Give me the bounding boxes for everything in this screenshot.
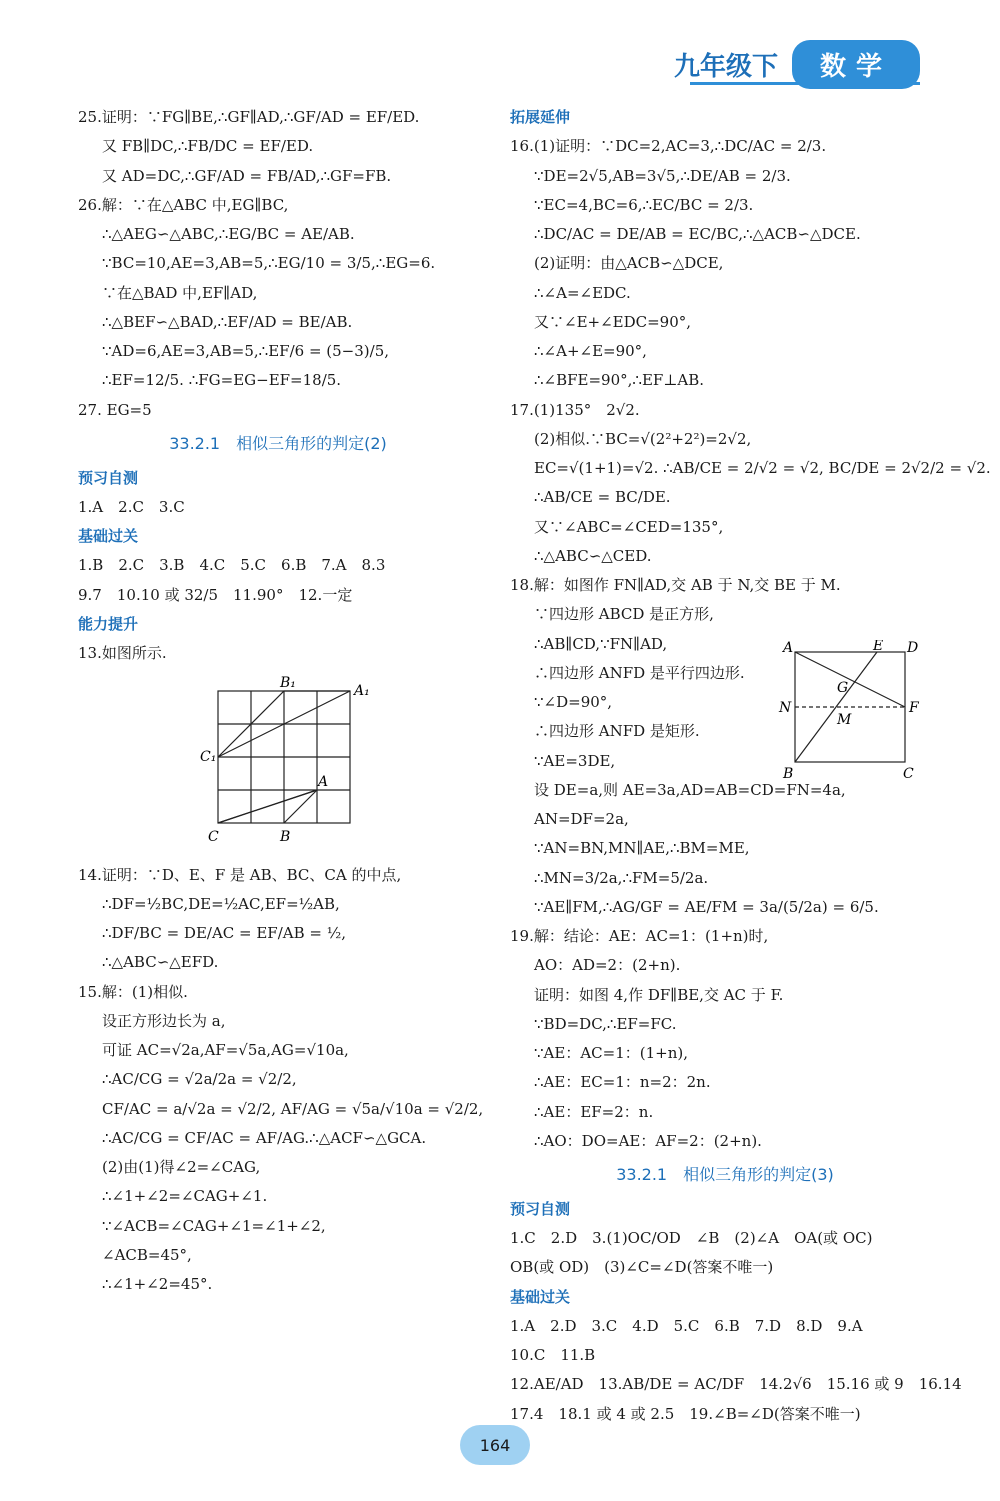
left-answer-line: 14.证明：∵D、E、F 是 AB、BC、CA 的中点, — [78, 865, 402, 884]
section-preview: 预习自测 — [78, 468, 139, 487]
label-a: A — [318, 774, 329, 791]
left-column — [78, 100, 484, 1302]
left-answer-line: ∴EF=12/5. ∴FG=EG−EF=18/5. — [102, 371, 342, 390]
left-answers-2 — [78, 864, 484, 1297]
right-answer-line: ∴四边形 ANFD 是平行四边形. — [534, 663, 745, 682]
right-answer-line: (2)证明：由△ACB∽△DCE, — [534, 254, 724, 273]
right-answer-line: 证明：如图 4,作 DF∥BE,交 AC 于 F. — [534, 985, 784, 1004]
right-answer-line: ∴AE：EF=2：n. — [534, 1102, 654, 1121]
right-answer-line: ∵AE=3DE, — [534, 751, 616, 770]
right-answer-line: ∴MN=3/2a,∴FM=5/2a. — [534, 868, 709, 887]
right-answer-line: 19.解：结论：AE：AC=1：(1+n)时, — [510, 927, 769, 945]
right-answer-line: ∴AB/CE = BC/DE. — [534, 488, 671, 507]
sq-label-c: C — [903, 766, 914, 782]
right-answer-line: ∵AN=BN,MN∥AE,∴BM=ME, — [534, 839, 750, 858]
right-basic-2: 10.C 11.B — [510, 1346, 596, 1365]
left-answer-line: 27. EG=5 — [78, 400, 152, 419]
left-answers-1 — [78, 106, 478, 422]
left-answer-line: (2)由(1)得∠2=∠CAG, — [102, 1158, 261, 1177]
right-basic-4: 17.4 18.1 或 4 或 2.5 19.∠B=∠D(答案不唯一) — [510, 1404, 861, 1423]
label-a1: A₁ — [354, 683, 370, 700]
right-answer-line: ∵四边形 ABCD 是正方形, — [534, 605, 714, 624]
sq-label-a: A — [783, 640, 794, 656]
right-section-basic: 基础过关 — [510, 1287, 571, 1306]
left-answer-line: CF/AC = a/√2a = √2/2, AF/AG = √5a/√10a = √2/2, — [102, 1099, 484, 1118]
sq-label-n: N — [779, 700, 792, 716]
left-answer-line: ∵BC=10,AE=3,AB=5,∴EG/10 = 3/5,∴EG=6. — [102, 254, 436, 273]
square-figure-svg — [775, 640, 925, 785]
right-answer-line: AN=DF=2a, — [534, 810, 629, 828]
right-preview-2: OB(或 OD) (3)∠C=∠D(答案不唯一) — [510, 1258, 774, 1277]
right-answer-line: ∵DE=2√5,AB=3√5,∴DE/AB = 2/3. — [534, 166, 791, 185]
right-basic-3: 12.AE/AD 13.AB/DE = AC/DF 14.2√6 15.16 或 9 16.14 — [510, 1375, 962, 1394]
right-preview-1: 1.C 2.D 3.(1)OC/OD ∠B (2)∠A OA(或 OC) — [510, 1229, 873, 1248]
left-answer-line: 15.解：(1)相似. — [78, 982, 188, 1001]
subject-badge: 数学 — [792, 40, 920, 89]
sq-label-d: D — [907, 640, 919, 656]
right-answer-line: ∵∠D=90°, — [534, 693, 613, 711]
sq-label-g: G — [837, 680, 849, 696]
right-answer-line: ∴AB∥CD,∵FN∥AD, — [534, 634, 668, 653]
right-answer-line: ∴四边形 ANFD 是矩形. — [534, 722, 700, 741]
header-rule — [690, 82, 920, 85]
right-answer-line: ∴△ABC∽△CED. — [534, 546, 652, 565]
right-answer-line: ∴AO：DO=AE：AF=2：(2+n). — [534, 1131, 762, 1150]
label-b: B — [280, 829, 291, 846]
label-c1: C₁ — [200, 749, 217, 766]
preview-answers: 1.A 2.C 3.C — [78, 497, 185, 516]
section-ability: 能力提升 — [78, 614, 139, 633]
left-answer-line: ∴∠1+∠2=45°. — [102, 1275, 213, 1294]
right-section-preview: 预习自测 — [510, 1199, 571, 1218]
right-answer-line: 又∵∠E+∠EDC=90°, — [534, 312, 692, 331]
left-answer-line: 25.证明：∵FG∥BE,∴GF∥AD,∴GF/AD = EF/ED. — [78, 108, 420, 126]
left-answer-line: ∴AC/CG = CF/AC = AF/AG.∴△ACF∽△GCA. — [102, 1128, 427, 1147]
section-basic: 基础过关 — [78, 527, 139, 546]
left-answer-line: 设正方形边长为 a, — [102, 1011, 226, 1030]
q13-text: 13.如图所示. — [78, 644, 167, 663]
right-answer-line: 又∵∠ABC=∠CED=135°, — [534, 517, 724, 536]
left-answer-line: 26.解：∵在△ABC 中,EG∥BC, — [78, 195, 289, 214]
right-answer-line: (2)相似.∵BC=√(2²+2²)=2√2, — [534, 429, 752, 448]
left-answer-line: ∴∠1+∠2=∠CAG+∠1. — [102, 1187, 268, 1206]
right-answer-line: ∴AE：EC=1：n=2：2n. — [534, 1073, 711, 1092]
left-answer-line: ∴AC/CG = √2a/2a = √2/2, — [102, 1070, 297, 1089]
right-basic-1: 1.A 2.D 3.C 4.D 5.C 6.B 7.D 8.D 9.A — [510, 1316, 863, 1335]
sq-label-e: E — [873, 640, 884, 654]
right-answer-line: ∵BD=DC,∴EF=FC. — [534, 1014, 677, 1033]
sq-label-f: F — [909, 700, 919, 716]
right-answer-line: 16.(1)证明：∵DC=2,AC=3,∴DC/AC = 2/3. — [510, 137, 827, 156]
right-answer-line: ∵EC=4,BC=6,∴EC/BC = 2/3. — [534, 195, 754, 214]
left-answer-line: ∴△BEF∽△BAD,∴EF/AD = BE/AB. — [102, 312, 353, 331]
section-heading-2: 33.2.1 相似三角形的判定(2) — [169, 433, 387, 453]
left-answer-line: ∴DF=½BC,DE=½AC,EF=½AB, — [102, 894, 340, 913]
right-answer-line: 17.(1)135° 2√2. — [510, 400, 640, 419]
right-answer-line: ∵AE：AC=1：(1+n), — [534, 1044, 688, 1062]
right-answer-line: ∴∠BFE=90°,∴EF⊥AB. — [534, 371, 705, 390]
left-answer-line: ∠ACB=45°, — [102, 1245, 192, 1264]
label-b1: B₁ — [280, 675, 296, 692]
label-c: C — [208, 829, 219, 846]
section-extension: 拓展延伸 — [510, 108, 571, 126]
left-answer-line: 又 FB∥DC,∴FB/DC = EF/ED. — [102, 137, 314, 156]
left-answer-line: ∴DF/BC = DE/AC = EF/AB = ½, — [102, 924, 347, 943]
left-answer-line: 可证 AC=√2a,AF=√5a,AG=√10a, — [102, 1041, 349, 1060]
right-answer-line: ∵AE∥FM,∴AG/GF = AE/FM = 3a/(5/2a) = 6/5. — [534, 897, 879, 916]
right-answer-line: ∴DC/AC = DE/AB = EC/BC,∴△ACB∽△DCE. — [534, 225, 861, 243]
right-answer-line: 设 DE=a,则 AE=3a,AD=AB=CD=FN=4a, — [534, 780, 846, 799]
left-answer-line: ∵AD=6,AE=3,AB=5,∴EF/6 = (5−3)/5, — [102, 342, 390, 360]
grade-label: 九年级下 — [673, 52, 778, 82]
right-answer-line: AO：AD=2：(2+n). — [534, 956, 681, 975]
left-answer-line: ∵∠ACB=∠CAG+∠1=∠1+∠2, — [102, 1216, 326, 1235]
left-answer-line: ∴△AEG∽△ABC,∴EG/BC = AE/AB. — [102, 225, 355, 243]
right-answer-line: ∴∠A=∠EDC. — [534, 283, 631, 302]
right-answer-line: EC=√(1+1)=√2. ∴AB/CE = 2/√2 = √2, BC/DE = 2√2/2 = √2. — [534, 459, 991, 477]
section-heading-3: 33.2.1 相似三角形的判定(3) — [616, 1165, 834, 1184]
basic-answers-2: 9.7 10.10 或 32/5 11.90° 12.一定 — [78, 585, 353, 604]
square-figure — [775, 640, 925, 789]
left-answer-line: ∵在△BAD 中,EF∥AD, — [102, 283, 258, 302]
right-answer-line: ∴∠A+∠E=90°, — [534, 342, 647, 360]
right-answer-line: 18.解：如图作 FN∥AD,交 AB 于 N,交 BE 于 M. — [510, 576, 841, 594]
left-answer-line: 又 AD=DC,∴GF/AD = FB/AD,∴GF=FB. — [102, 166, 392, 185]
grid-figure — [188, 673, 478, 855]
grid-figure-svg — [188, 673, 378, 848]
page-number: 164 — [460, 1425, 530, 1465]
left-answer-line: ∴△ABC∽△EFD. — [102, 953, 219, 972]
sq-label-m: M — [837, 712, 852, 728]
basic-answers-1: 1.B 2.C 3.B 4.C 5.C 6.B 7.A 8.3 — [78, 556, 386, 575]
sq-label-b: B — [783, 766, 794, 782]
